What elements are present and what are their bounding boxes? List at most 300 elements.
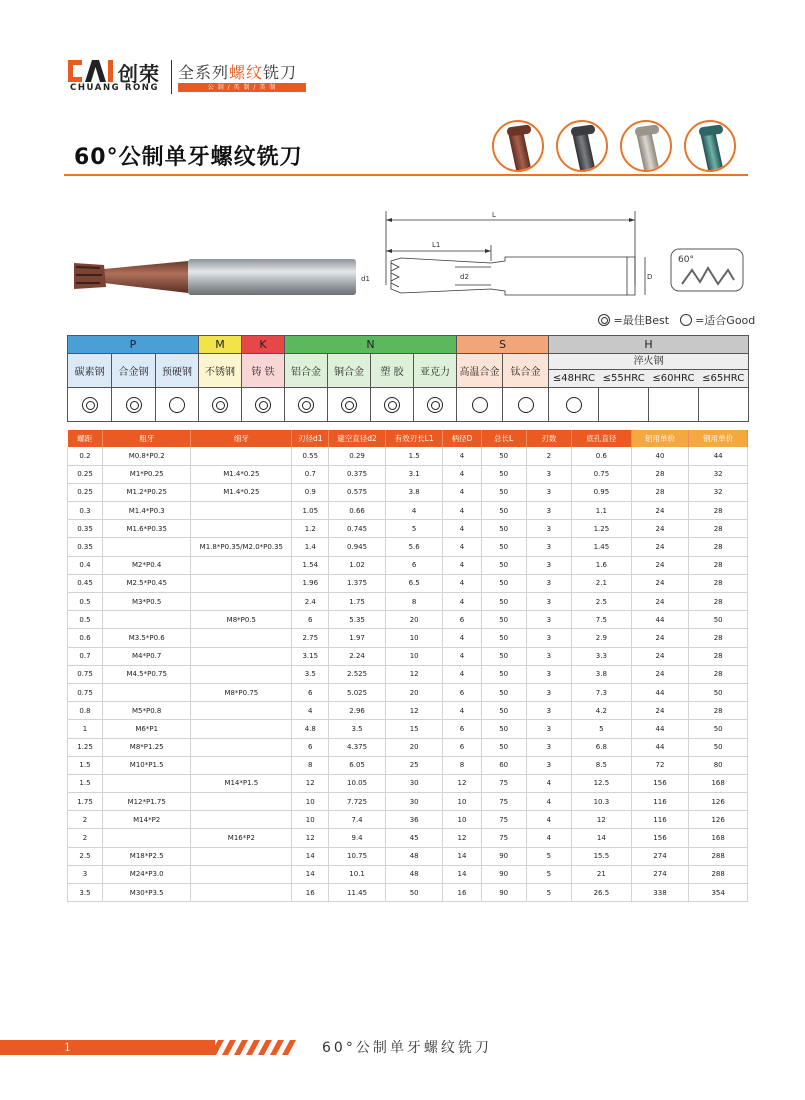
material-cell: 钛合金	[503, 354, 549, 388]
table-row	[68, 465, 748, 483]
table-row	[68, 629, 748, 647]
table-cell: 7.3	[572, 683, 632, 701]
table-cell: M1.2*P0.25	[102, 483, 190, 501]
table-cell: 8.5	[572, 756, 632, 774]
table-cell: 1.97	[329, 629, 386, 647]
table-cell: 50	[689, 738, 748, 756]
table-cell: 3	[526, 756, 571, 774]
table-cell	[191, 665, 292, 683]
table-cell: 4	[526, 829, 571, 847]
table-cell: 6	[385, 556, 443, 574]
dim-label-D: D	[647, 273, 653, 281]
table-cell	[191, 647, 292, 665]
table-cell: 4	[443, 502, 481, 520]
table-cell: M16*P2	[191, 829, 292, 847]
table-cell: M4.5*P0.75	[102, 665, 190, 683]
table-row	[68, 502, 748, 520]
footer-title: 60°公制单牙螺纹铣刀	[322, 1040, 492, 1056]
table-cell: M0.8*P0.2	[102, 447, 190, 465]
dim-label-d2: d2	[460, 273, 469, 281]
table-cell: 6	[443, 611, 481, 629]
table-cell: 12	[443, 829, 481, 847]
table-cell: 1.96	[292, 574, 329, 592]
table-cell	[191, 738, 292, 756]
table-cell: 4.8	[292, 720, 329, 738]
table-row	[68, 738, 748, 756]
table-cell	[191, 884, 292, 902]
best-symbol-icon	[212, 397, 228, 413]
table-cell: 126	[689, 811, 748, 829]
table-cell: 72	[631, 756, 689, 774]
table-cell: 50	[689, 720, 748, 738]
table-cell: 0.95	[572, 483, 632, 501]
hardened-steel-label: 淬火钢	[549, 354, 748, 370]
table-row	[68, 865, 748, 883]
table-cell: 4	[443, 447, 481, 465]
table-cell: 24	[631, 502, 689, 520]
table-cell: 24	[631, 593, 689, 611]
spec-header-cell: 粗牙	[102, 430, 190, 447]
table-cell: 2.96	[329, 702, 386, 720]
table-cell: 3.1	[385, 465, 443, 483]
table-cell: 14	[572, 829, 632, 847]
table-row	[68, 520, 748, 538]
table-cell: 3	[526, 538, 571, 556]
table-cell: 4	[443, 556, 481, 574]
material-cell: 预硬钢	[156, 354, 199, 388]
table-cell: 20	[385, 683, 443, 701]
suitability-row	[68, 388, 749, 422]
spec-header-cell: 刃数	[526, 430, 571, 447]
table-cell: 24	[631, 538, 689, 556]
table-cell: 1.1	[572, 502, 632, 520]
table-cell: M1.4*0.25	[191, 483, 292, 501]
material-cell: 亚克力	[414, 354, 457, 388]
table-cell: 0.2	[68, 447, 103, 465]
table-cell: 0.55	[292, 447, 329, 465]
table-cell: 25	[385, 756, 443, 774]
table-cell: 10	[443, 793, 481, 811]
table-cell: 44	[689, 447, 748, 465]
table-cell: 44	[631, 683, 689, 701]
table-cell: 274	[631, 865, 689, 883]
table-cell: 7.5	[572, 611, 632, 629]
table-cell: 50	[481, 538, 526, 556]
table-cell: 6	[292, 611, 329, 629]
table-cell: M6*P1	[102, 720, 190, 738]
table-cell: 116	[631, 811, 689, 829]
table-cell: 1.2	[292, 520, 329, 538]
suitability-cell	[503, 388, 549, 422]
table-cell: 50	[481, 647, 526, 665]
table-cell: 3	[526, 556, 571, 574]
table-cell	[191, 502, 292, 520]
table-cell	[191, 720, 292, 738]
table-cell: 3	[526, 629, 571, 647]
table-cell: M10*P1.5	[102, 756, 190, 774]
table-cell: 44	[631, 720, 689, 738]
table-cell: 1.5	[385, 447, 443, 465]
table-row	[68, 665, 748, 683]
table-cell: 3.3	[572, 647, 632, 665]
logo-divider	[171, 60, 172, 94]
table-cell: M3.5*P0.6	[102, 629, 190, 647]
table-cell: 20	[385, 738, 443, 756]
table-cell: 0.7	[68, 647, 103, 665]
table-cell	[102, 538, 190, 556]
table-cell: 0.3	[68, 502, 103, 520]
hrc-label: ≤60HRC	[652, 373, 695, 384]
table-cell: 28	[689, 574, 748, 592]
hardened-steel-cell	[549, 354, 749, 388]
table-cell: 7.4	[329, 811, 386, 829]
table-row	[68, 574, 748, 592]
table-cell: 3	[526, 683, 571, 701]
spec-header-cell: 底孔直径	[572, 430, 632, 447]
table-cell: 1.45	[572, 538, 632, 556]
table-cell: 2.1	[572, 574, 632, 592]
table-cell: M1*P0.25	[102, 465, 190, 483]
table-cell: 1.25	[68, 738, 103, 756]
table-cell: 4	[526, 793, 571, 811]
table-row	[68, 847, 748, 865]
table-cell: M4*P0.7	[102, 647, 190, 665]
table-cell: 0.8	[68, 702, 103, 720]
hrc-range-row	[549, 370, 748, 387]
table-cell: 12	[292, 774, 329, 792]
suitability-cell	[285, 388, 328, 422]
spec-header-cell: 柄径D	[443, 430, 481, 447]
table-cell: 2.75	[292, 629, 329, 647]
table-cell: 3	[526, 483, 571, 501]
table-cell: 28	[631, 465, 689, 483]
table-cell: 24	[631, 574, 689, 592]
table-cell: 2	[68, 829, 103, 847]
table-cell: 5.35	[329, 611, 386, 629]
page-title: 60°公制单牙螺纹铣刀	[74, 145, 303, 170]
thread-angle-label: 60°	[678, 255, 694, 265]
spec-header-row	[68, 430, 748, 447]
table-cell: 28	[689, 629, 748, 647]
table-cell: 10	[385, 629, 443, 647]
table-cell: 5	[572, 720, 632, 738]
spec-header-cell: 刃径d1	[292, 430, 329, 447]
best-symbol-icon	[82, 397, 98, 413]
table-cell	[191, 629, 292, 647]
table-cell: 0.6	[572, 447, 632, 465]
material-cell: 铜合金	[328, 354, 371, 388]
table-cell: 3.8	[572, 665, 632, 683]
table-cell: M2*P0.4	[102, 556, 190, 574]
table-cell: 9.4	[329, 829, 386, 847]
table-cell: 288	[689, 847, 748, 865]
table-cell: M30*P3.5	[102, 884, 190, 902]
table-cell: 12	[292, 829, 329, 847]
hrc-label: ≤48HRC	[552, 373, 595, 384]
table-row	[68, 884, 748, 902]
table-cell	[102, 683, 190, 701]
table-cell: 3	[526, 593, 571, 611]
table-cell: 1.75	[68, 793, 103, 811]
table-cell: 0.9	[292, 483, 329, 501]
spec-header-cell: 避空直径d2	[329, 430, 386, 447]
brand-name-cn: 创荣	[118, 62, 160, 86]
table-cell: 10	[292, 793, 329, 811]
table-row	[68, 611, 748, 629]
table-cell: M14*P2	[102, 811, 190, 829]
table-cell: 4	[526, 811, 571, 829]
table-row	[68, 556, 748, 574]
table-row	[68, 593, 748, 611]
table-cell: 8	[292, 756, 329, 774]
material-suitability-table	[67, 335, 749, 422]
table-row	[68, 538, 748, 556]
table-cell: 4	[292, 702, 329, 720]
table-cell: 3.5	[329, 720, 386, 738]
group-K: K	[242, 336, 285, 354]
table-cell: 3	[526, 520, 571, 538]
best-symbol-icon	[255, 397, 271, 413]
table-cell: 0.7	[292, 465, 329, 483]
spec-header-cell: 细牙	[191, 430, 292, 447]
table-cell: 50	[481, 465, 526, 483]
blue-coating-icon	[684, 120, 736, 172]
table-cell: 14	[443, 847, 481, 865]
good-symbol-icon	[566, 397, 582, 413]
table-cell: 12	[572, 811, 632, 829]
good-symbol-icon	[518, 397, 534, 413]
table-cell	[102, 611, 190, 629]
coating-icons	[492, 120, 748, 172]
table-row	[68, 447, 748, 465]
suitability-cell	[371, 388, 414, 422]
table-cell: 156	[631, 774, 689, 792]
table-cell: 24	[631, 629, 689, 647]
table-cell	[102, 774, 190, 792]
legend-best-label: =最佳Best	[613, 314, 670, 327]
table-cell: 10.3	[572, 793, 632, 811]
table-cell: 0.5	[68, 593, 103, 611]
table-cell: 0.25	[68, 483, 103, 501]
table-cell: 50	[481, 611, 526, 629]
group-S: S	[457, 336, 549, 354]
table-cell: 28	[689, 702, 748, 720]
table-cell: 21	[572, 865, 632, 883]
table-cell	[191, 865, 292, 883]
table-cell: 3	[526, 738, 571, 756]
table-cell: 90	[481, 884, 526, 902]
table-cell	[191, 447, 292, 465]
table-cell: 3	[68, 865, 103, 883]
best-symbol-icon	[427, 397, 443, 413]
suitability-cell	[199, 388, 242, 422]
table-cell: 50	[481, 665, 526, 683]
table-cell: 3	[526, 647, 571, 665]
table-cell: 1	[68, 720, 103, 738]
legend-good-label: =适合Good	[695, 314, 756, 327]
table-cell: 50	[481, 447, 526, 465]
table-row	[68, 829, 748, 847]
hrc-label: ≤65HRC	[702, 373, 745, 384]
table-cell: 6.8	[572, 738, 632, 756]
group-M: M	[199, 336, 242, 354]
table-cell: 32	[689, 465, 748, 483]
table-cell: 5	[385, 520, 443, 538]
table-cell: 2.4	[292, 593, 329, 611]
table-cell: M8*P0.75	[191, 683, 292, 701]
table-cell: M5*P0.8	[102, 702, 190, 720]
table-row	[68, 811, 748, 829]
table-cell	[102, 829, 190, 847]
spec-header-cell: 有效刃长L1	[385, 430, 443, 447]
table-cell	[191, 811, 292, 829]
table-cell: 126	[689, 793, 748, 811]
table-cell: 28	[689, 538, 748, 556]
table-cell: 4	[443, 702, 481, 720]
material-cell: 铸 铁	[242, 354, 285, 388]
table-cell: 50	[481, 574, 526, 592]
table-cell: 6	[443, 683, 481, 701]
spec-header-cell: 铝用单价	[631, 430, 689, 447]
brand-mark-icon	[68, 60, 120, 82]
table-cell: 50	[689, 611, 748, 629]
table-cell: 28	[689, 647, 748, 665]
table-cell: 0.66	[329, 502, 386, 520]
spec-header-cell: 螺距	[68, 430, 103, 447]
table-cell: 28	[689, 593, 748, 611]
table-cell: 50	[481, 556, 526, 574]
table-cell: 5	[526, 865, 571, 883]
table-cell: 288	[689, 865, 748, 883]
spec-header-cell: 钢用单价	[689, 430, 748, 447]
table-cell: 0.6	[68, 629, 103, 647]
table-row	[68, 483, 748, 501]
table-row	[68, 756, 748, 774]
table-cell: 10.05	[329, 774, 386, 792]
table-cell: 50	[689, 683, 748, 701]
table-cell: 116	[631, 793, 689, 811]
table-cell: 338	[631, 884, 689, 902]
good-symbol-icon	[169, 397, 185, 413]
table-cell: 3.15	[292, 647, 329, 665]
table-cell: 8	[443, 756, 481, 774]
group-N: N	[285, 336, 457, 354]
table-cell: 6.05	[329, 756, 386, 774]
suitability-cell	[112, 388, 156, 422]
table-cell: 2	[68, 811, 103, 829]
dim-label-L1: L1	[432, 241, 441, 249]
table-cell: 10	[443, 811, 481, 829]
table-cell: 1.4	[292, 538, 329, 556]
title-underline	[64, 174, 748, 176]
table-cell: 50	[481, 520, 526, 538]
specification-table	[67, 430, 748, 902]
table-cell: 274	[631, 847, 689, 865]
table-cell: 3	[526, 574, 571, 592]
suitability-cell	[414, 388, 457, 422]
table-cell: M3*P0.5	[102, 593, 190, 611]
product-image	[70, 255, 360, 305]
table-cell: 12	[385, 702, 443, 720]
table-cell: 80	[689, 756, 748, 774]
best-symbol-icon	[298, 397, 314, 413]
table-cell: M1.4*P0.3	[102, 502, 190, 520]
table-cell: M8*P0.5	[191, 611, 292, 629]
table-cell: M14*P1.5	[191, 774, 292, 792]
table-cell: 6	[292, 683, 329, 701]
table-cell: 50	[481, 629, 526, 647]
table-cell: 75	[481, 793, 526, 811]
bronze-coating-icon	[492, 120, 544, 172]
table-cell: 5	[526, 884, 571, 902]
table-cell: 30	[385, 793, 443, 811]
table-cell: 0.5	[68, 611, 103, 629]
brand-logo	[68, 58, 318, 98]
table-row	[68, 720, 748, 738]
table-row	[68, 793, 748, 811]
table-cell: M12*P1.75	[102, 793, 190, 811]
table-cell: 30	[385, 774, 443, 792]
table-cell: 4	[443, 538, 481, 556]
table-cell: 4	[526, 774, 571, 792]
table-cell: 50	[481, 483, 526, 501]
suitability-cell	[68, 388, 112, 422]
suitability-cell	[328, 388, 371, 422]
table-cell: 0.945	[329, 538, 386, 556]
table-cell: 2	[526, 447, 571, 465]
table-cell: 6	[443, 738, 481, 756]
material-cell: 高温合金	[457, 354, 503, 388]
table-cell: 5.025	[329, 683, 386, 701]
table-cell	[191, 593, 292, 611]
table-cell: 4	[443, 574, 481, 592]
table-cell: 0.75	[572, 465, 632, 483]
table-cell	[191, 556, 292, 574]
hrc-label: ≤55HRC	[602, 373, 645, 384]
table-cell: 1.5	[68, 756, 103, 774]
table-cell: 36	[385, 811, 443, 829]
table-cell: 156	[631, 829, 689, 847]
table-cell: 50	[481, 502, 526, 520]
table-cell: 4	[443, 647, 481, 665]
table-row	[68, 647, 748, 665]
table-cell: 28	[689, 520, 748, 538]
suitability-cell	[457, 388, 503, 422]
brand-tagline: 全系列螺纹铣刀	[178, 63, 298, 82]
table-cell: 4.375	[329, 738, 386, 756]
group-H: H	[549, 336, 749, 354]
table-cell: 10	[292, 811, 329, 829]
table-cell: M1.8*P0.35/M2.0*P0.35	[191, 538, 292, 556]
table-cell: 48	[385, 865, 443, 883]
hrc-suitability-cell	[549, 388, 599, 421]
table-cell: M1.4*0.25	[191, 465, 292, 483]
material-cell: 铝合金	[285, 354, 328, 388]
table-cell: 24	[631, 520, 689, 538]
table-cell: 6.5	[385, 574, 443, 592]
table-cell: 50	[481, 720, 526, 738]
table-cell: 6	[443, 720, 481, 738]
table-cell: 1.25	[572, 520, 632, 538]
table-cell: 14	[292, 847, 329, 865]
table-cell: 0.4	[68, 556, 103, 574]
table-cell: M24*P3.0	[102, 865, 190, 883]
table-cell: 2.525	[329, 665, 386, 683]
table-cell: 4	[443, 483, 481, 501]
material-cell: 合金钢	[112, 354, 156, 388]
brand-subline: 公 制 / 英 制 / 美 制	[178, 83, 306, 92]
best-symbol-icon	[384, 397, 400, 413]
